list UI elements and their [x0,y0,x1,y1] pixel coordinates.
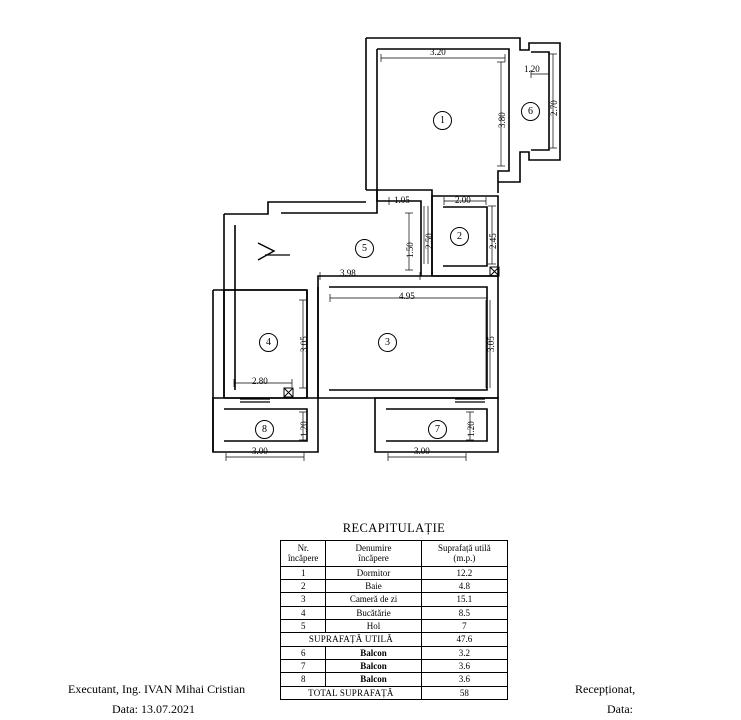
cell-nr: 1 [281,566,326,579]
cell-area: 12.2 [421,566,507,579]
table-header-row [281,541,508,567]
header-nr [281,541,326,567]
cell-name: Bucătărie [326,606,421,619]
subtotal-row [281,633,508,646]
table-row [281,673,508,686]
room-number-1: 1 [433,111,452,130]
dimension-label-3-00-balcony7: 3.00 [414,446,430,456]
header-suprafata [421,541,507,567]
cell-area: 3.6 [421,660,507,673]
table-row [281,646,508,659]
dimension-label-1-20-balcony7: 1.20 [466,421,476,437]
table-row [281,606,508,619]
dimension-label-1-20-balcony6: 1.20 [524,64,540,74]
footer-executant-block [68,682,246,716]
total-label: TOTAL SUPRAFAȚĂ [281,686,422,699]
dimension-label-4-95: 4.95 [399,291,415,301]
table-row [281,593,508,606]
header-den-line1: Denumire [355,543,392,553]
cell-name: Dormitor [326,566,421,579]
cell-area: 15.1 [421,593,507,606]
room-number-6: 6 [521,102,540,121]
cell-area: 3.6 [421,673,507,686]
cell-nr: 5 [281,620,326,633]
cell-nr: 7 [281,660,326,673]
dimension-label-1-05: 1.05 [394,195,410,205]
total-area: 58 [421,686,507,699]
subtotal-label: SUPRAFAȚĂ UTILĂ [281,633,422,646]
dimension-label-2-80: 2.80 [252,376,268,386]
table-row [281,566,508,579]
room-number-7: 7 [428,420,447,439]
dimension-label-1-50: 1.50 [405,242,415,258]
subtotal-area: 47.6 [421,633,507,646]
cell-nr: 4 [281,606,326,619]
cell-name: Balcon [326,646,421,659]
total-row [281,686,508,699]
dimension-label-2-70: 2.70 [549,100,559,116]
header-nr-line1: Nr. [297,543,309,553]
table-row [281,620,508,633]
cell-name: Cameră de zi [326,593,421,606]
dimension-label-3-05-living: 3.05 [486,336,496,352]
cell-nr: 3 [281,593,326,606]
cell-area: 4.8 [421,580,507,593]
header-nr-line2: încăpere [287,553,319,564]
dimension-label-3-20-top: 3.20 [430,47,446,57]
footer-receptionat-date: Data: [607,702,633,716]
recap-title: RECAPITULAȚIE [342,521,446,535]
cell-area: 3.2 [421,646,507,659]
dimension-label-3-00-balcony8: 3.00 [252,446,268,456]
footer-receptionat: Recepționat, [575,682,636,696]
room-number-3: 3 [378,333,397,352]
dimension-label-2-00: 2.00 [455,195,471,205]
dimension-label-3-98: 3.98 [340,268,356,278]
dimension-label-1-20-balcony8: 1.20 [299,421,309,437]
room-number-5: 5 [355,239,374,258]
header-denumire [326,541,421,567]
cell-area: 8.5 [421,606,507,619]
footer-executant: Executant, Ing. IVAN Mihai Cristian [68,682,246,696]
header-den-line2: încăpere [358,553,389,564]
header-sup-line1: Suprafață utilă [437,543,491,553]
room-number-8: 8 [255,420,274,439]
recap-table [280,540,508,700]
dimension-label-3-80: 3.80 [497,112,507,128]
table-row [281,660,508,673]
header-sup-line2: (m.p.) [453,553,476,564]
cell-nr: 8 [281,673,326,686]
cell-name: Balcon [326,673,421,686]
cell-nr: 6 [281,646,326,659]
dimension-label-3-05-kitchen: 3.05 [299,336,309,352]
dimension-label-2-50: 2.50 [424,233,434,249]
room-number-2: 2 [450,227,469,246]
dimension-label-2-45: 2.45 [488,233,498,249]
cell-name: Hol [326,620,421,633]
room-number-4: 4 [259,333,278,352]
recapitulation-section [280,521,508,700]
table-row [281,580,508,593]
cell-area: 7 [421,620,507,633]
cell-nr: 2 [281,580,326,593]
cell-name: Balcon [326,660,421,673]
footer-receptionat-block [575,682,636,716]
cell-name: Baie [326,580,421,593]
footer-executant-date: Data: 13.07.2021 [112,702,195,716]
